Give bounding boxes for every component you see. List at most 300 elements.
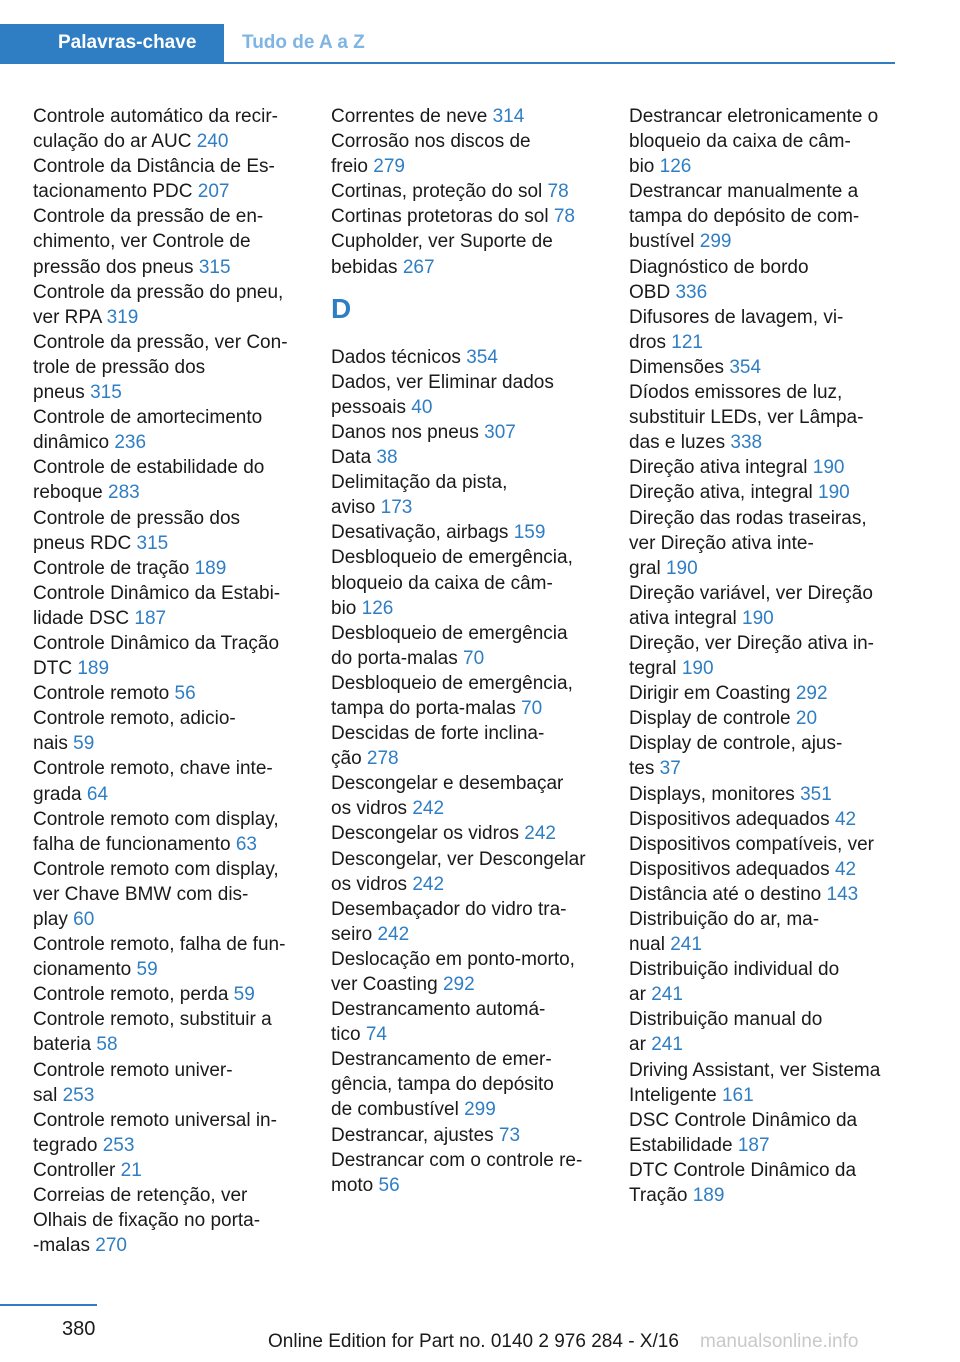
entry-text: Display de controle, ajus‐ xyxy=(629,733,843,755)
page-link[interactable]: 58 xyxy=(96,1034,118,1056)
entry-text: Destrancamento de emer‐ xyxy=(331,1049,552,1071)
page-link[interactable]: 315 xyxy=(198,256,231,278)
index-entry xyxy=(33,681,305,706)
entry-last-line xyxy=(331,596,603,621)
index-entry xyxy=(629,832,897,882)
entry-text: ver Chave BMW com dis‐ xyxy=(33,883,249,905)
entry-text: ção xyxy=(331,748,362,770)
entry-text: Direção ativa integral xyxy=(629,457,808,479)
tab-palavras-chave[interactable]: Palavras-chave xyxy=(0,24,224,62)
entry-text: Controle remoto, chave inte‐ xyxy=(33,758,273,780)
entry-last-line xyxy=(629,932,897,957)
entry-last-line xyxy=(331,1097,603,1122)
page-link[interactable]: 242 xyxy=(412,873,445,895)
index-entry xyxy=(629,882,897,907)
index-entry xyxy=(33,581,305,631)
entry-text: dinâmico xyxy=(33,432,110,454)
page-link[interactable]: 126 xyxy=(659,156,692,178)
entry-last-line xyxy=(331,179,603,204)
page-link[interactable]: 207 xyxy=(197,181,230,203)
page-link[interactable]: 242 xyxy=(377,923,410,945)
entry-last-line xyxy=(33,907,305,932)
page-link[interactable]: 190 xyxy=(681,658,714,680)
entry-last-line xyxy=(629,756,897,781)
entry-last-line xyxy=(331,204,603,229)
index-entry xyxy=(33,104,305,154)
page-link[interactable]: 253 xyxy=(102,1134,135,1156)
index-entry xyxy=(33,1183,305,1258)
entry-last-line xyxy=(331,495,603,520)
entry-text: seiro xyxy=(331,923,373,945)
entry-last-line xyxy=(629,430,897,455)
page-link[interactable]: 189 xyxy=(194,557,227,579)
entry-last-line xyxy=(629,882,897,907)
entry-last-line xyxy=(33,480,305,505)
entry-text: os vidros xyxy=(331,873,408,895)
entry-text: Dispositivos adequados xyxy=(629,858,830,880)
entry-text: Controle remoto univer‐ xyxy=(33,1059,233,1081)
entry-text: Controle de amortecimento xyxy=(33,407,263,429)
entry-text: Controle de pressão dos xyxy=(33,507,241,529)
entry-text: Controle da Distância de Es‐ xyxy=(33,156,275,178)
index-entry xyxy=(33,807,305,857)
page-link[interactable]: 270 xyxy=(95,1235,127,1257)
page-link[interactable]: 70 xyxy=(521,697,543,719)
index-entry xyxy=(629,1108,897,1158)
page-link[interactable]: 70 xyxy=(463,647,485,669)
page-link[interactable]: 279 xyxy=(373,156,405,178)
entry-last-line xyxy=(331,104,603,129)
page-link[interactable]: 241 xyxy=(651,1034,683,1056)
entry-text: cionamento xyxy=(33,959,132,981)
page-link[interactable]: 189 xyxy=(77,658,110,680)
entry-text: Destrancamento automá‐ xyxy=(331,999,546,1021)
page-link[interactable]: 37 xyxy=(659,758,681,780)
index-column-2 xyxy=(331,104,603,1198)
entry-last-line xyxy=(629,681,897,706)
entry-text: tico xyxy=(331,1024,361,1046)
index-entry xyxy=(629,179,897,254)
page-link[interactable]: 336 xyxy=(675,281,708,303)
entry-last-line xyxy=(629,782,897,807)
page-link[interactable]: 74 xyxy=(365,1024,387,1046)
entry-text: Controle da pressão do pneu, xyxy=(33,281,284,303)
entry-text: Descongelar e desembaçar xyxy=(331,773,564,795)
entry-text: bebidas xyxy=(331,256,398,278)
index-entry xyxy=(331,104,603,129)
index-entry xyxy=(331,470,603,520)
index-column-1 xyxy=(33,104,305,1258)
page-link[interactable]: 190 xyxy=(742,607,774,629)
entry-text: substituir LEDs, ver Lâmpa‐ xyxy=(629,407,864,429)
page-link[interactable]: 338 xyxy=(730,432,763,454)
page-link[interactable]: 126 xyxy=(361,597,394,619)
entry-last-line xyxy=(629,480,897,505)
entry-last-line xyxy=(331,1123,603,1148)
entry-text: Controle remoto, adicio‐ xyxy=(33,708,236,730)
page-link[interactable]: 351 xyxy=(800,783,832,805)
entry-last-line xyxy=(331,445,603,470)
entry-text: Destrancar manualmente a xyxy=(629,181,859,203)
page-link[interactable]: 190 xyxy=(818,482,850,504)
page-link[interactable]: 63 xyxy=(235,833,257,855)
entry-text: Controle de estabilidade do xyxy=(33,457,265,479)
entry-last-line xyxy=(629,1083,897,1108)
entry-text: Dados técnicos xyxy=(331,346,461,368)
index-column-3 xyxy=(629,104,897,1208)
entry-last-line xyxy=(629,556,897,581)
page-link[interactable]: 299 xyxy=(699,231,732,253)
index-entry xyxy=(331,445,603,470)
page-link[interactable]: 292 xyxy=(795,683,828,705)
index-entry xyxy=(629,1007,897,1057)
index-entry xyxy=(331,771,603,821)
index-entry xyxy=(331,520,603,545)
page-link[interactable]: 78 xyxy=(553,206,575,228)
index-entry xyxy=(629,305,897,355)
entry-last-line xyxy=(331,1022,603,1047)
entry-text: Difusores de lavagem, vi‐ xyxy=(629,306,844,328)
entry-last-line xyxy=(331,972,603,997)
entry-last-line xyxy=(331,520,603,545)
entry-last-line xyxy=(629,280,897,305)
entry-text: Desbloqueio de emergência, xyxy=(331,547,573,569)
entry-text: Controle remoto, substituir a xyxy=(33,1009,272,1031)
index-entry xyxy=(33,280,305,330)
index-entry xyxy=(33,756,305,806)
index-entry xyxy=(331,721,603,771)
entry-text: pessoais xyxy=(331,396,406,418)
page-link[interactable]: 292 xyxy=(442,974,475,995)
entry-last-line xyxy=(33,982,305,1007)
entry-text: ar xyxy=(629,984,646,1006)
entry-text: culação do ar AUC xyxy=(33,131,192,153)
page-link[interactable]: 42 xyxy=(834,858,857,880)
entry-text: DSC Controle Dinâmico da xyxy=(629,1109,858,1131)
page-link[interactable]: 187 xyxy=(737,1134,770,1156)
page-link[interactable]: 121 xyxy=(671,331,703,353)
index-entry xyxy=(629,506,897,581)
index-entry xyxy=(629,480,897,505)
entry-last-line xyxy=(331,922,603,947)
entry-text: Delimitação da pista, xyxy=(331,472,508,494)
entry-text: sal xyxy=(33,1084,58,1106)
entry-text: Controle automático da recir‐ xyxy=(33,106,278,127)
page-link[interactable]: 56 xyxy=(174,683,196,705)
page-link[interactable]: 241 xyxy=(651,984,683,1006)
entry-text: Direção ativa, integral xyxy=(629,482,813,504)
entry-text: Controle da pressão de en‐ xyxy=(33,206,264,228)
entry-text: Controle de tração xyxy=(33,557,190,579)
entry-text: Dados, ver Eliminar dados xyxy=(331,371,554,393)
entry-text: -malas xyxy=(33,1235,91,1257)
entry-text: Destrancar eletronicamente o xyxy=(629,106,879,127)
page-link[interactable]: 173 xyxy=(380,497,413,519)
index-entry xyxy=(629,807,897,832)
page-link[interactable]: 315 xyxy=(136,532,169,554)
index-entry xyxy=(629,1058,897,1108)
tab-tudo-de-a-a-z[interactable]: Tudo de A a Z xyxy=(242,32,365,53)
entry-text: Controle da pressão, ver Con‐ xyxy=(33,331,288,353)
entry-last-line xyxy=(33,606,305,631)
entry-last-line xyxy=(33,380,305,405)
page-link[interactable]: 354 xyxy=(729,356,762,378)
entry-last-line xyxy=(33,255,305,280)
page-link[interactable]: 59 xyxy=(233,984,255,1006)
index-entry xyxy=(629,731,897,781)
entry-last-line xyxy=(629,1183,897,1208)
index-entry xyxy=(331,671,603,721)
entry-text: Data xyxy=(331,447,372,469)
index-entry xyxy=(629,907,897,957)
entry-text: bio xyxy=(331,597,357,619)
entry-last-line xyxy=(331,746,603,771)
entry-text: Danos nos pneus xyxy=(331,421,479,443)
entry-text: bateria xyxy=(33,1034,92,1056)
page-link[interactable]: 190 xyxy=(812,457,845,479)
page-link[interactable]: 278 xyxy=(366,748,399,770)
entry-text: OBD xyxy=(629,281,671,303)
entry-text: Desbloqueio de emergência xyxy=(331,622,568,644)
entry-last-line xyxy=(629,154,897,179)
entry-text: Controle remoto universal in‐ xyxy=(33,1109,277,1131)
index-entry xyxy=(629,104,897,179)
entry-text: ativa integral xyxy=(629,607,737,629)
entry-text: Díodos emissores de luz, xyxy=(629,382,843,404)
page-link[interactable]: 21 xyxy=(120,1159,142,1181)
entry-text: pneus xyxy=(33,382,85,404)
entry-text: Correntes de neve xyxy=(331,106,488,127)
entry-text: ar xyxy=(629,1034,646,1056)
entry-text: Cortinas, proteção do sol xyxy=(331,181,543,203)
entry-last-line xyxy=(629,355,897,380)
entry-text: Cortinas protetoras do sol xyxy=(331,206,549,228)
index-entry xyxy=(33,556,305,581)
page-link[interactable]: 283 xyxy=(108,482,140,504)
index-entry xyxy=(33,1007,305,1057)
index-entry xyxy=(331,1047,603,1122)
index-entry xyxy=(33,1058,305,1108)
entry-text: Controle remoto com display, xyxy=(33,808,279,830)
entry-text: grada xyxy=(33,783,82,805)
entry-text: Inteligente xyxy=(629,1084,717,1106)
index-entry xyxy=(331,370,603,420)
entry-last-line xyxy=(629,982,897,1007)
entry-text: Dimensões xyxy=(629,356,725,378)
entry-text: Displays, monitores xyxy=(629,783,795,805)
page-link[interactable]: 236 xyxy=(114,432,147,454)
page-link[interactable]: 319 xyxy=(106,306,139,328)
entry-text: dros xyxy=(629,331,666,353)
entry-last-line xyxy=(33,430,305,455)
entry-last-line xyxy=(33,531,305,556)
entry-text: bloqueio da caixa de câm‐ xyxy=(629,131,851,153)
index-entry xyxy=(33,932,305,982)
entry-text: de combustível xyxy=(331,1099,459,1121)
index-entry xyxy=(629,1158,897,1208)
page-link[interactable]: 190 xyxy=(665,557,698,579)
index-entry xyxy=(33,1158,305,1183)
entry-text: pneus RDC xyxy=(33,532,132,554)
page-number: 380 xyxy=(62,1318,96,1340)
page-link[interactable]: 354 xyxy=(466,346,498,368)
entry-text: chimento, ver Controle de xyxy=(33,231,251,253)
entry-text: trole de pressão dos xyxy=(33,356,206,378)
entry-text: tampa do porta-malas xyxy=(331,697,516,719)
index-entry xyxy=(629,581,897,631)
entry-text: DTC Controle Dinâmico da xyxy=(629,1159,857,1181)
entry-text: Desbloqueio de emergência, xyxy=(331,672,573,694)
entry-text: Estabilidade xyxy=(629,1134,733,1156)
entry-last-line xyxy=(33,1083,305,1108)
index-entry xyxy=(629,782,897,807)
entry-last-line xyxy=(33,1158,305,1183)
entry-last-line xyxy=(33,1133,305,1158)
entry-text: Distribuição individual do xyxy=(629,959,840,981)
entry-text: tegral xyxy=(629,658,677,680)
page-link[interactable]: 59 xyxy=(136,959,158,981)
entry-text: Controller xyxy=(33,1159,116,1181)
entry-text: Driving Assistant, ver Sistema xyxy=(629,1059,881,1081)
page-link[interactable]: 42 xyxy=(834,808,857,830)
entry-last-line xyxy=(33,179,305,204)
entry-last-line xyxy=(331,696,603,721)
page-link[interactable]: 314 xyxy=(492,106,525,127)
index-entry xyxy=(33,330,305,405)
index-entry xyxy=(331,229,603,279)
entry-text: freio xyxy=(331,156,368,178)
entry-last-line xyxy=(331,420,603,445)
entry-text: Cupholder, ver Suporte de xyxy=(331,231,553,253)
entry-last-line xyxy=(33,656,305,681)
page-link[interactable]: 187 xyxy=(134,607,167,629)
header-tabs xyxy=(0,24,895,64)
entry-text: bloqueio da caixa de câm‐ xyxy=(331,572,553,594)
index-entry xyxy=(33,982,305,1007)
entry-text: Deslocação em ponto-morto, xyxy=(331,948,575,970)
index-entry xyxy=(331,947,603,997)
page-link[interactable]: 307 xyxy=(484,421,516,443)
entry-text: Descongelar os vidros xyxy=(331,823,519,845)
entry-text: nual xyxy=(629,934,665,956)
entry-text: gral xyxy=(629,557,661,579)
entry-last-line xyxy=(33,782,305,807)
entry-text: Dirigir em Coasting xyxy=(629,683,791,705)
index-entry xyxy=(331,129,603,179)
page-link[interactable]: 242 xyxy=(412,798,445,820)
entry-last-line xyxy=(629,857,897,882)
page-link[interactable]: 159 xyxy=(513,522,546,544)
entry-text: Controle remoto xyxy=(33,683,170,705)
entry-last-line xyxy=(331,821,603,846)
index-entry xyxy=(331,345,603,370)
index-entry xyxy=(629,631,897,681)
entry-text: Destrancar, ajustes xyxy=(331,1124,494,1146)
page-link[interactable]: 38 xyxy=(376,447,398,469)
page-link[interactable]: 20 xyxy=(795,708,818,730)
entry-text: bio xyxy=(629,156,655,178)
page-link[interactable]: 64 xyxy=(86,783,109,805)
entry-text: Corrosão nos discos de xyxy=(331,131,531,153)
entry-text: Desativação, airbags xyxy=(331,522,509,544)
page-link[interactable]: 267 xyxy=(402,256,435,278)
page-link[interactable]: 253 xyxy=(62,1084,95,1106)
entry-text: tampa do depósito de com‐ xyxy=(629,206,860,228)
index-entry xyxy=(629,255,897,305)
entry-text: ver RPA xyxy=(33,306,102,328)
entry-text: das e luzes xyxy=(629,432,726,454)
entry-text: Display de controle xyxy=(629,708,791,730)
index-entry xyxy=(629,355,897,380)
entry-text: Direção, ver Direção ativa in‐ xyxy=(629,632,874,654)
entry-last-line xyxy=(331,872,603,897)
index-entry xyxy=(331,204,603,229)
index-entry xyxy=(33,204,305,279)
entry-text: Dispositivos compatíveis, ver xyxy=(629,833,874,855)
index-entry xyxy=(331,847,603,897)
page-link[interactable]: 315 xyxy=(90,382,122,404)
entry-last-line xyxy=(33,832,305,857)
page-link[interactable]: 73 xyxy=(498,1124,521,1146)
page-link[interactable]: 60 xyxy=(73,909,95,930)
entry-text: Olhais de fixação no porta‐ xyxy=(33,1210,261,1232)
index-entry xyxy=(33,1108,305,1158)
entry-last-line xyxy=(331,395,603,420)
index-entry xyxy=(629,681,897,706)
page-link[interactable]: 59 xyxy=(73,733,95,755)
entry-text: Diagnóstico de bordo xyxy=(629,256,809,278)
entry-text: nais xyxy=(33,733,68,755)
page-link[interactable]: 40 xyxy=(411,396,433,418)
entry-last-line xyxy=(629,455,897,480)
entry-text: tes xyxy=(629,758,655,780)
entry-text: Descidas de forte inclina‐ xyxy=(331,723,545,745)
page-link[interactable]: 161 xyxy=(721,1084,754,1106)
page-link[interactable]: 240 xyxy=(196,131,229,153)
entry-last-line xyxy=(33,556,305,581)
page-link[interactable]: 78 xyxy=(547,181,569,203)
edition-text: Online Edition for Part no. 0140 2 976 284 - X/16 xyxy=(268,1331,679,1352)
index-entry xyxy=(331,545,603,620)
entry-last-line xyxy=(33,129,305,154)
page-link[interactable]: 189 xyxy=(692,1185,725,1207)
entry-text: Direção variável, ver Direção xyxy=(629,582,873,604)
page-link[interactable]: 241 xyxy=(670,934,702,956)
index-entry xyxy=(331,997,603,1047)
entry-text: Controle remoto com display, xyxy=(33,858,279,880)
entry-last-line xyxy=(629,1133,897,1158)
index-entry xyxy=(33,857,305,932)
entry-text: lidade DSC xyxy=(33,607,130,629)
index-entry xyxy=(331,420,603,445)
entry-text: moto xyxy=(331,1174,374,1196)
entry-last-line xyxy=(331,154,603,179)
entry-text: tacionamento PDC xyxy=(33,181,193,203)
entry-text: tegrado xyxy=(33,1134,98,1156)
index-entry xyxy=(331,821,603,846)
entry-text: Descongelar, ver Descongelar xyxy=(331,848,586,870)
index-entry xyxy=(33,154,305,204)
page-link[interactable]: 56 xyxy=(378,1174,400,1196)
page-link[interactable]: 299 xyxy=(464,1099,496,1121)
page-link[interactable]: 143 xyxy=(826,883,859,905)
entry-text: Correias de retenção, ver xyxy=(33,1185,248,1207)
entry-text: Controle Dinâmico da Estabi‐ xyxy=(33,582,281,604)
entry-text: play xyxy=(33,909,68,930)
index-entry xyxy=(33,506,305,556)
entry-last-line xyxy=(629,656,897,681)
page-link[interactable]: 242 xyxy=(524,823,556,845)
